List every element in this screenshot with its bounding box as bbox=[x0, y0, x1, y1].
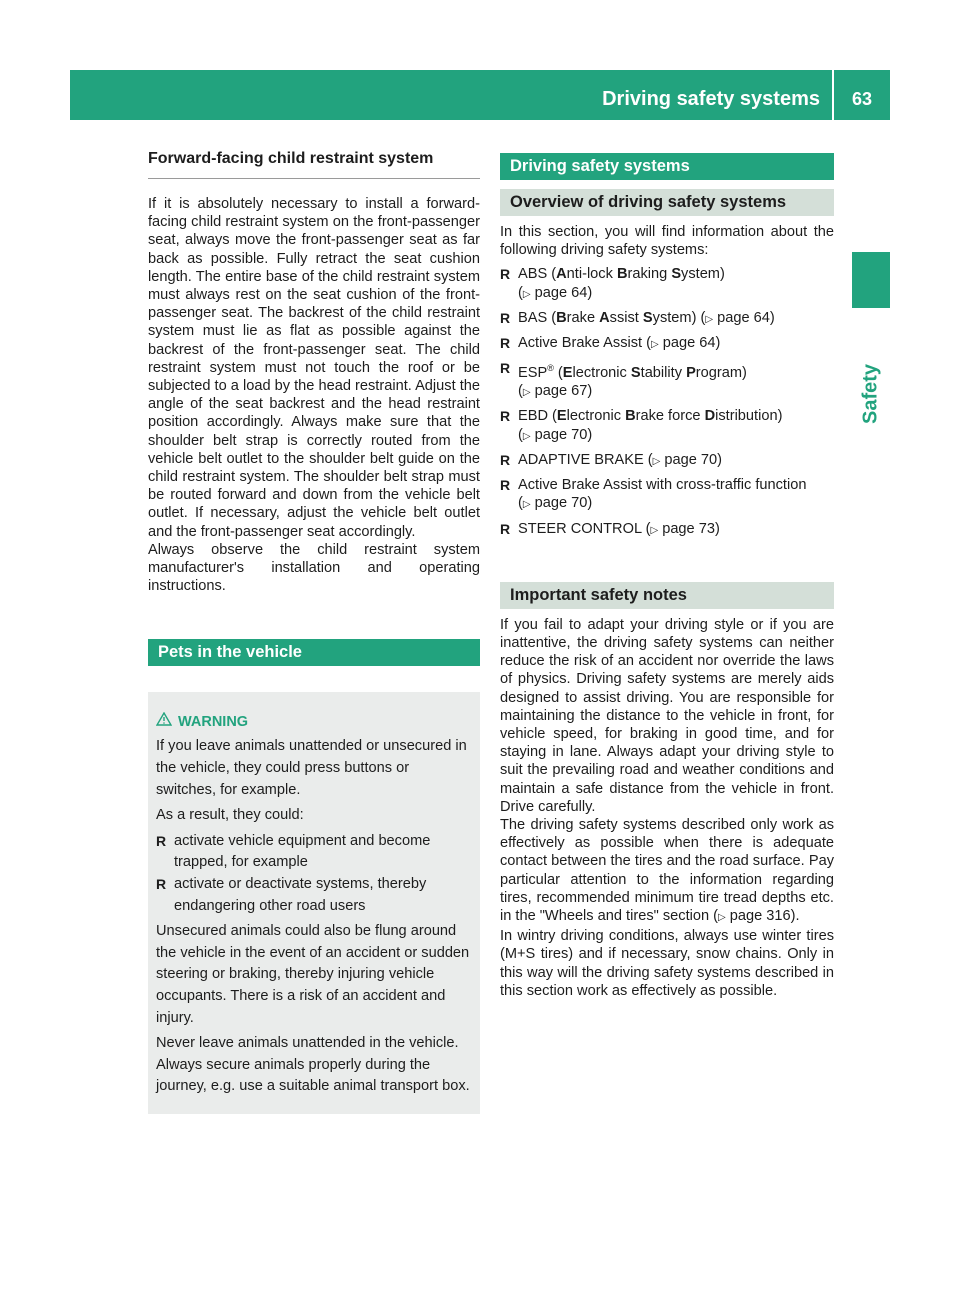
page-reference-icon: ▷ bbox=[522, 430, 531, 442]
page-reference-icon: ▷ bbox=[522, 499, 531, 511]
list-item: R ESP® (Electronic Stability Program) (▷ page 67) bbox=[500, 360, 747, 400]
bullet-icon: R bbox=[500, 360, 511, 377]
systems-list bbox=[500, 265, 834, 539]
page-reference-link[interactable]: page 64) bbox=[662, 335, 721, 352]
right-column bbox=[500, 153, 834, 1000]
bullet-icon: R bbox=[500, 477, 511, 494]
important-paragraph-3: In wintry driving conditions, always use winter tires (M+S tires) and if necessary, snow chains. Only in this way will the driving safety systems described in this section work as effectively as possible. bbox=[500, 928, 834, 999]
list-item: R ABS (Anti-lock Braking System) (▷ page 64) bbox=[500, 266, 725, 301]
warning-triangle-icon bbox=[156, 712, 178, 732]
page-reference-icon: ▷ bbox=[651, 339, 659, 351]
forward-facing-paragraph-1: If it is absolutely necessary to install a forward-facing child restraint system on the front-passenger seat, always move the front-passenger seat as far back as possible. Fully retract the seat cushion length. The entire base of the child restraint system must always rest on the seat cushion of the front-passenger seat. The backrest of the child restraint system must lie as flat as possible against the backrest of the front-passenger seat. The child restraint system must not touch the roof or be subjected to a load by the head restraint. Adjust the angle of the seat backrest and the head restraint position accordingly. Always make sure that the shoulder belt strap is correctly routed from the vehicle belt outlet to the shoulder belt guide on the child restraint system. The shoulder belt strap must be routed forward and down from the vehicle belt outlet. If necessary, adjust the vehicle belt outlet and the front-passenger seat accordingly. bbox=[148, 196, 480, 540]
pets-section-heading: Pets in the vehicle bbox=[148, 639, 480, 666]
page-reference-icon: ▷ bbox=[652, 455, 661, 467]
header-bar bbox=[70, 70, 890, 120]
bullet-icon: R bbox=[500, 309, 511, 326]
side-tab-marker bbox=[852, 252, 890, 308]
forward-facing-heading: Forward-facing child restraint system bbox=[148, 150, 480, 179]
list-item: R Active Brake Assist with cross-traffic function (▷ page 70) bbox=[500, 477, 807, 512]
bullet-icon: R bbox=[156, 832, 167, 849]
important-paragraph-2: The driving safety systems described only work as effectively as possible when there is adequate contact between the tires and the road surface. Pay particular attention to the information regarding tires, recommended minimum tire tread depths etc. in the "Wheels and tires" section (▷ page 316). bbox=[500, 816, 834, 924]
page-reference-link[interactable]: page 70) bbox=[534, 426, 593, 443]
page-reference-icon: ▷ bbox=[522, 288, 531, 300]
bullet-icon: R bbox=[500, 408, 511, 425]
page-reference-link[interactable]: page 64) bbox=[717, 309, 775, 326]
list-item: R activate vehicle equipment and become trapped, for example bbox=[156, 832, 431, 871]
page-number: 63 bbox=[851, 89, 873, 109]
page-reference-link[interactable]: page 316). bbox=[729, 907, 800, 924]
warning-paragraph-1: If you leave animals unattended or unsecured in the vehicle, they could press buttons or switches, for example. bbox=[156, 738, 467, 798]
bullet-icon: R bbox=[500, 266, 511, 283]
warning-paragraph-4: Never leave animals unattended in the vehicle. Always secure animals properly during the journey, e.g. use a suitable animal transport box. bbox=[156, 1035, 470, 1095]
list-item: R STEER CONTROL (▷ page 73) bbox=[500, 520, 720, 537]
warning-box bbox=[148, 692, 480, 1114]
bullet-icon: R bbox=[500, 520, 511, 537]
overview-heading: Overview of driving safety systems bbox=[500, 189, 834, 216]
bullet-icon: R bbox=[500, 335, 511, 352]
page-reference-icon: ▷ bbox=[705, 313, 714, 325]
overview-intro: In this section, you will find information about the following driving safety systems: bbox=[500, 224, 834, 259]
page-reference-icon: ▷ bbox=[650, 524, 659, 536]
page-reference-link[interactable]: page 70) bbox=[664, 451, 723, 468]
list-item: R ADAPTIVE BRAKE (▷ page 70) bbox=[500, 451, 723, 468]
page-reference-link[interactable]: page 73) bbox=[662, 520, 720, 537]
page-reference-link[interactable]: page 64) bbox=[534, 284, 593, 301]
warning-heading bbox=[156, 712, 472, 732]
page-reference-icon: ▷ bbox=[718, 911, 726, 923]
warning-paragraph-2: As a result, they could: bbox=[156, 807, 304, 824]
forward-facing-paragraph-2: Always observe the child restraint system manufacturer's installation and operating instructions. bbox=[148, 541, 480, 595]
bullet-icon: R bbox=[500, 451, 511, 468]
list-item: R activate or deactivate systems, thereby endangering other road users bbox=[156, 876, 427, 914]
page-reference-link[interactable]: page 70) bbox=[534, 495, 593, 512]
list-item: R BAS (Brake Assist System) (▷ page 64) bbox=[500, 309, 775, 326]
warning-paragraph-3: Unsecured animals could also be flung around the vehicle in the event of an accident or sudden steering or braking, thereby injuring vehicle occupants. There is a risk of an accident and injury. bbox=[156, 923, 470, 1026]
important-notes-heading: Important safety notes bbox=[500, 582, 834, 609]
left-column bbox=[148, 150, 480, 1114]
side-tab-label: Safety bbox=[859, 363, 882, 425]
page-reference-icon: ▷ bbox=[522, 387, 531, 399]
bullet-icon: R bbox=[156, 876, 167, 893]
list-item: R EBD (Electronic Brake force Distribution) (▷ page 70) bbox=[500, 408, 783, 443]
list-item: R Active Brake Assist (▷ page 64) bbox=[500, 335, 721, 352]
important-paragraph-1: If you fail to adapt your driving style or if you are inattentive, the driving safety systems can neither reduce the risk of an accident nor override the laws of physics. Driving safety systems are merely aids designed to assist driving. You are responsible for maintaining the distance to the vehicle in front, for vehicle speed, for braking in good time, and for staying in lane. Always adapt your driving style to suit the prevailing road and weather conditions and maintain a safe distance from the vehicle in front. Drive carefully. bbox=[500, 616, 834, 815]
warning-list bbox=[156, 831, 472, 917]
page-reference-link[interactable]: page 67) bbox=[534, 383, 593, 400]
driving-safety-heading: Driving safety systems bbox=[500, 153, 834, 180]
header-title: Driving safety systems bbox=[602, 88, 820, 110]
warning-title: WARNING bbox=[178, 714, 249, 731]
